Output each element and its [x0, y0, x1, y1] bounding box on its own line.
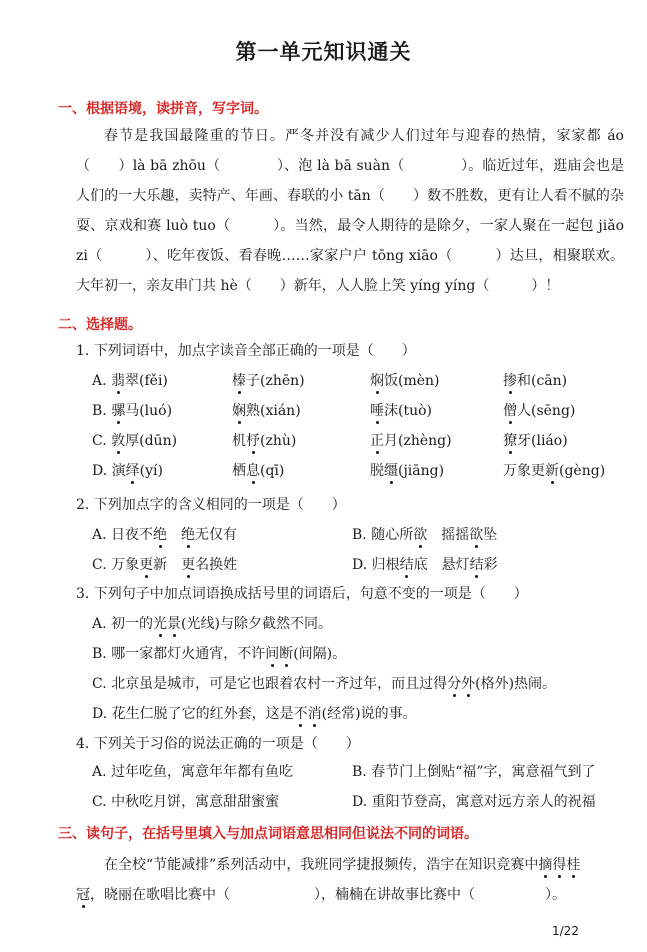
q1-option-cell: 万象更新(gèng): [503, 460, 605, 480]
section-2-heading: 二、选择题。: [58, 317, 142, 333]
section-3-line-1: 在全校“节能减排”系列活动中，我班同学捷报频传，浩宇在知识竞赛中摘得桂: [104, 854, 580, 874]
q2-option: B. 随心所欲 摇摇欲坠: [352, 524, 497, 544]
q1-option-cell: 焖饭(mèn): [370, 370, 440, 390]
q1-option-cell: 獠牙(liáo): [503, 430, 568, 450]
q4-stem: 4. 下列关于习俗的说法正确的一项是（ ）: [76, 736, 360, 752]
q3-option-a: A. 初一的光景(光线)与除夕截然不同。: [92, 613, 332, 633]
q1-option-cell: B. 骡马(luó): [92, 400, 172, 420]
q4-option-d: D. 重阳节登高，寓意对远方亲人的祝福: [352, 794, 596, 810]
q1-option-cell: 榛子(zhēn): [232, 370, 305, 390]
section-1-heading: 一、根据语境，读拼音，写字词。: [58, 101, 268, 117]
q2-option: D. 归根结底 悬灯结彩: [352, 554, 498, 574]
page-number: 1/22: [552, 924, 579, 938]
q2-option: C. 万象更新 更名换姓: [92, 554, 237, 574]
section-3-line-2: 冠，晓丽在歌唱比赛中（ ），楠楠在讲故事比赛中（ ）。: [76, 884, 566, 904]
q2-stem: 2. 下列加点字的含义相同的一项是（ ）: [76, 497, 346, 513]
q1-option-cell: 栖息(qī): [232, 460, 284, 480]
q3-stem: 3. 下列句子中加点词语换成括号里的词语后，句意不变的一项是（ ）: [76, 586, 528, 602]
q2-option: A. 日夜不绝 绝无仅有: [92, 524, 237, 544]
section-3-heading: 三、读句子，在括号里填入与加点词语意思相同但说法不同的词语。: [58, 826, 478, 842]
q1-option-cell: 唾沫(tuò): [370, 400, 432, 420]
q3-option-c: C. 北京虽是城市，可是它也跟着农村一齐过年，而且过得分外(格外)热闹。: [92, 673, 556, 693]
q4-option-a: A. 过年吃鱼，寓意年年都有鱼吃: [92, 764, 294, 780]
q4-option-c: C. 中秋吃月饼，寓意甜甜蜜蜜: [92, 794, 280, 810]
q1-option-cell: 僧人(sēng): [503, 400, 575, 420]
section-1-passage: 春节是我国最隆重的节日。严冬并没有减少人们过年与迎春的热情，家家都 áo（ ）là bā zhōu（ ）、泡 là bā suàn（ ）。临近过年，逛庙会也是人们的一大乐趣，卖特产、年画、春联的小 tān（ ）数不胜数，更有让人看不腻的杂耍、京戏和赛 luò tuo（ ）。当然，最令人期待的是除夕，一家人聚在一起包 jiǎo zi（ ）、吃年夜饭、看春晚……家家户户 tōng xiāo（ ）达旦，相聚联欢。大年初一，亲友串门共 hè（ ）新年，人人脸上笑 yíng yíng（ ）！: [76, 128, 624, 294]
page-title: 第一单元知识通关: [235, 40, 412, 64]
q1-option-cell: 机杼(zhù): [232, 430, 296, 450]
q3-option-b: B. 哪一家都灯火通宵，不许间断(间隔)。: [92, 643, 346, 663]
q1-option-cell: C. 敦厚(dūn): [92, 430, 177, 450]
q1-option-cell: 娴熟(xián): [232, 400, 301, 420]
q1-option-cell: 正月(zhèng): [370, 430, 452, 450]
q3-option-d: D. 花生仁脱了它的红外套，这是不消(经常)说的事。: [92, 703, 417, 723]
q1-option-cell: 脱缰(jiāng): [370, 460, 444, 480]
q1-stem: 1. 下列词语中，加点字读音全部正确的一项是（ ）: [76, 343, 416, 359]
q1-option-cell: D. 演绎(yí): [92, 460, 163, 480]
q4-option-b: B. 春节门上倒贴“福”字，寓意福气到了: [352, 764, 596, 780]
q1-option-cell: 掺和(cān): [503, 370, 567, 390]
q1-option-cell: A. 翡翠(fěi): [92, 370, 168, 390]
